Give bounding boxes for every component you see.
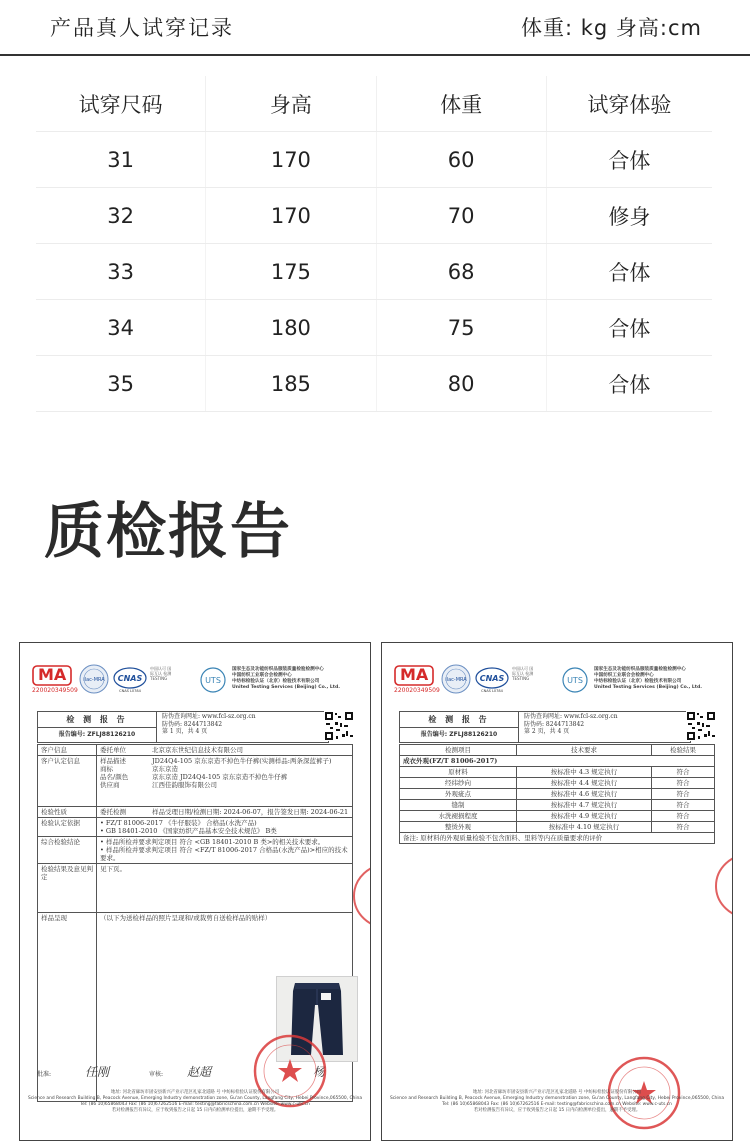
table-row: [38, 807, 353, 818]
table-row: [36, 188, 712, 244]
col-header-item: 检测项目: [400, 745, 517, 756]
footer-contact: Tel: (86 10)65868043 Fax: (86 10)67262516 E-mail: testing@fabricschina.com.cn Website: www.c-uts.cn: [442, 1102, 672, 1107]
row-sub: 委托检测: [97, 807, 150, 818]
footer-address: 地址: 河北省廊坊市固安县新兴产业示范区礼家北道路 号 中纺标检验认证股份有限公司: [472, 1090, 642, 1095]
col-header-height: 身高: [206, 76, 376, 132]
accreditation-note: 中国认可 国际互认 检测 TESTING: [512, 666, 534, 681]
cell-height: 170: [206, 132, 376, 188]
cell-height: 170: [206, 188, 376, 244]
review-label: 审核:: [149, 1071, 164, 1078]
table-row: [36, 244, 712, 300]
logo-strip: [20, 663, 370, 703]
footer-address: 地址: 河北省廊坊市固安县新兴产业示范区礼家北道路 号 中纺标检验认证股份有限公司: [110, 1090, 280, 1095]
table-row: [400, 767, 715, 778]
row-value: 北京京东世纪信息技术有限公司: [149, 745, 353, 756]
row-label: 客户信息: [38, 745, 97, 756]
svg-text:CNAS: CNAS: [479, 674, 505, 683]
cell-height: 175: [206, 244, 376, 300]
item-requirement: 按标准中 4.6 规定执行: [517, 789, 652, 800]
footer-contact: Tel: (86 10)65868043 Fax: (86 10)67262516 E-mail: testing@fabricschina.com.cn Website: www.c-uts.cn: [80, 1102, 310, 1107]
item-result: 符合: [652, 822, 715, 833]
item-name: 原材料: [400, 767, 517, 778]
cnas-logo: [475, 667, 509, 693]
row-label: 样品呈现: [38, 913, 97, 1102]
table-row: [36, 356, 712, 412]
row-value: 见下页。: [97, 864, 353, 913]
item-result: 符合: [652, 811, 715, 822]
qr-code-icon: [686, 711, 716, 741]
item-result: 符合: [652, 789, 715, 800]
cell-fit: 合体: [546, 132, 712, 188]
table-row: [400, 833, 715, 844]
row-label: 检验认定依据: [38, 818, 97, 837]
svg-text:ilac-MRA: ilac-MRA: [445, 677, 467, 683]
col-header-requirement: 技术要求: [517, 745, 652, 756]
cnas-logo: [113, 667, 147, 693]
item-result: 符合: [652, 778, 715, 789]
cell-size: 32: [36, 188, 206, 244]
col-header-weight: 体重: [376, 76, 546, 132]
signer-signature: 杨: [313, 1065, 326, 1079]
cell-fit: 合体: [546, 356, 712, 412]
inst-line: 中国纺织工业联合会检测中心: [594, 673, 654, 678]
edge-seal: [352, 863, 371, 929]
svg-text:CNAS L0784: CNAS L0784: [119, 689, 141, 693]
svg-text:CNAS: CNAS: [117, 674, 143, 683]
approver-signature: 任刚: [85, 1065, 110, 1079]
cell-size: 31: [36, 132, 206, 188]
table-row: [400, 756, 715, 767]
inst-line: 国家生态及功能纺织品服装质量检验检测中心: [594, 667, 686, 672]
cell-fit: 合体: [546, 300, 712, 356]
row-label: 客户认定信息: [38, 756, 97, 807]
row-value: • 样品所检并要求判定项目 符合 <GB 18401-2010 B 类>的相关技术要求。 • 样品所检并要求判定项目 符合 <FZ/T 81006-2017 合格品(水洗产品)>相应的技术要求。: [97, 837, 353, 864]
row-value: JD24Q4-105 京东京造不掉色牛仔裤(实测样品:两条深蓝裤子) 京东京造 京东京造 JD24Q4-105 京东京造不掉色牛仔裤 江西佳韵服饰有限公司: [149, 756, 353, 807]
cell-weight: 75: [376, 300, 546, 356]
svg-text:UTS: UTS: [205, 676, 221, 685]
record-title: 产品真人试穿记录: [50, 16, 234, 40]
report-page-1: [19, 642, 371, 1141]
col-header-fit: 试穿体验: [546, 76, 712, 132]
inst-line: 中国纺织工业联合会检测中心: [232, 673, 292, 678]
cell-weight: 60: [376, 132, 546, 188]
item-name: 经纬纱向: [400, 778, 517, 789]
ma-number: 220020349509: [32, 687, 78, 694]
table-row: [38, 756, 353, 807]
uts-logo: [562, 667, 588, 693]
inst-line: United Testing Services (Beijing) Co., Ltd.: [594, 685, 702, 690]
section-label: 成衣外观(FZ/T 81006-2017): [400, 756, 715, 767]
row-label: 检验结果及意见判定: [38, 864, 97, 913]
report-number: 报告编号: ZFLJ88126210: [38, 727, 157, 742]
report-page-2: [381, 642, 733, 1141]
report-footer: [382, 1090, 732, 1114]
accreditation-note: 中国认可 国际互认 检测 TESTING: [150, 666, 172, 681]
row-sub: 样品描述 商标 品名/颜色 供应商: [97, 756, 150, 807]
item-result: 符合: [652, 767, 715, 778]
svg-text:ilac-MRA: ilac-MRA: [83, 677, 105, 683]
approve-label: 批准:: [37, 1071, 52, 1078]
row-label: 检验性质: [38, 807, 97, 818]
logo-strip: [382, 663, 732, 703]
trial-table: [36, 76, 712, 412]
item-name: 缝制: [400, 800, 517, 811]
report-header-box: [37, 711, 329, 743]
table-header-row: [36, 76, 712, 132]
col-header-size: 试穿尺码: [36, 76, 206, 132]
table-row: [36, 132, 712, 188]
query-code: 防伪码: 8244713842: [162, 721, 223, 728]
table-row: [38, 864, 353, 913]
svg-text:CNAS L0784: CNAS L0784: [481, 689, 503, 693]
report-number: 报告编号: ZFLJ88126210: [400, 727, 519, 742]
edge-seal: [714, 853, 733, 919]
table-row: [400, 789, 715, 800]
table-row: [400, 811, 715, 822]
table-row: [38, 837, 353, 864]
cell-fit: 修身: [546, 188, 712, 244]
cell-size: 33: [36, 244, 206, 300]
ma-logo: [394, 665, 438, 695]
cell-height: 185: [206, 356, 376, 412]
item-requirement: 按标准中 4.3 规定执行: [517, 767, 652, 778]
inst-line: 中纺标检验认证（北京）检验技术有限公司: [232, 679, 320, 684]
item-requirement: 按标准中 4.4 规定执行: [517, 778, 652, 789]
cell-weight: 70: [376, 188, 546, 244]
inst-line: 国家生态及功能纺织品服装质量检验检测中心: [232, 667, 324, 672]
table-row: [38, 745, 353, 756]
uts-logo: [200, 667, 226, 693]
page-indicator: 第 2 页，共 4 页: [524, 728, 570, 735]
report-title: 检 测 报 告: [400, 712, 519, 728]
row-value: 样品受理日期/检测日期: 2024-06-07，报告签发日期: 2024-06-21: [149, 807, 353, 818]
header-divider: [0, 54, 750, 56]
table-row: [38, 818, 353, 837]
row-label: 综合检验结论: [38, 837, 97, 864]
qr-code-icon: [324, 711, 354, 741]
ma-logo-text: MA: [400, 665, 429, 684]
header-bar: [0, 0, 750, 56]
ilac-mra-logo: [440, 663, 472, 695]
institution-names: [232, 667, 367, 691]
units-note: 体重: kg 身高:cm: [521, 16, 702, 40]
page-indicator: 第 1 页，共 4 页: [162, 728, 208, 735]
cell-height: 180: [206, 300, 376, 356]
ilac-mra-logo: [78, 663, 110, 695]
cell-size: 34: [36, 300, 206, 356]
section-title: 质检报告: [44, 497, 292, 567]
row-sub: 委托单位: [97, 745, 150, 756]
inst-line: United Testing Services (Beijing) Co., Ltd.: [232, 685, 340, 690]
cell-weight: 80: [376, 356, 546, 412]
table-header-row: [400, 745, 715, 756]
svg-text:UTS: UTS: [567, 676, 583, 685]
institution-names: [594, 667, 729, 691]
report-header-box: [399, 711, 691, 743]
cell-size: 35: [36, 356, 206, 412]
query-code: 防伪码: 8244713842: [524, 721, 585, 728]
query-site: 防伪查询网址: www.fcl-sz.org.cn: [524, 713, 618, 720]
item-requirement: 按标准中 4.7 规定执行: [517, 800, 652, 811]
ma-logo: [32, 665, 76, 695]
reviewer-signature: 赵超: [187, 1065, 212, 1079]
cell-fit: 合体: [546, 244, 712, 300]
ma-number: 220020349509: [394, 687, 440, 694]
table-row: [400, 778, 715, 789]
ma-logo-text: MA: [38, 665, 67, 684]
footer-address-en: Science and Research Building B, Peacock Avenue, Emerging Industry demonstration zone, Gu'an County, Langfang City, Hebei Province,065500, China: [389, 1096, 725, 1101]
item-name: 整烫外观: [400, 822, 517, 833]
results-note: 备注: 原材料的外观质量检验不包含面料、里料等内在质量要求的评价: [400, 833, 715, 844]
footer-note: 若对检测报告有异议，应于收到报告之日起 15 日内向检测单位提出，逾期不予受理。: [473, 1108, 641, 1113]
report-footer: [20, 1090, 370, 1114]
table-row: [36, 300, 712, 356]
query-site: 防伪查询网址: www.fcl-sz.org.cn: [162, 713, 256, 720]
row-value: （以下为送检样品的照片呈现和/或裁剪自送检样品的贴样）: [97, 913, 353, 1102]
anti-fake-info: [524, 713, 618, 729]
inst-line: 中纺标检验认证（北京）检验技术有限公司: [594, 679, 682, 684]
results-table: [399, 744, 715, 844]
cell-weight: 68: [376, 244, 546, 300]
table-row: [400, 800, 715, 811]
col-header-result: 检验结果: [652, 745, 715, 756]
item-name: 水洗褪损程度: [400, 811, 517, 822]
anti-fake-info: [162, 713, 256, 729]
item-name: 外观疵点: [400, 789, 517, 800]
item-requirement: 按标准中 4.10 规定执行: [517, 822, 652, 833]
item-requirement: 按标准中 4.9 规定执行: [517, 811, 652, 822]
footer-address-en: Science and Research Building B, Peacock Avenue, Emerging Industry demonstration zone, Gu'an County, Langfang City, Hebei Province,065500, China: [27, 1096, 363, 1101]
footer-note: 若对检测报告有异议，应于收到报告之日起 15 日内向检测单位提出，逾期不予受理。: [111, 1108, 279, 1113]
item-result: 符合: [652, 800, 715, 811]
row-value: • FZ/T 81006-2017 《牛仔服装》 合格品(水洗产品) • GB 18401-2010 《国家纺织产品基本安全技术规范》 B类: [97, 818, 353, 837]
report-title: 检 测 报 告: [38, 712, 157, 728]
table-row: [400, 822, 715, 833]
